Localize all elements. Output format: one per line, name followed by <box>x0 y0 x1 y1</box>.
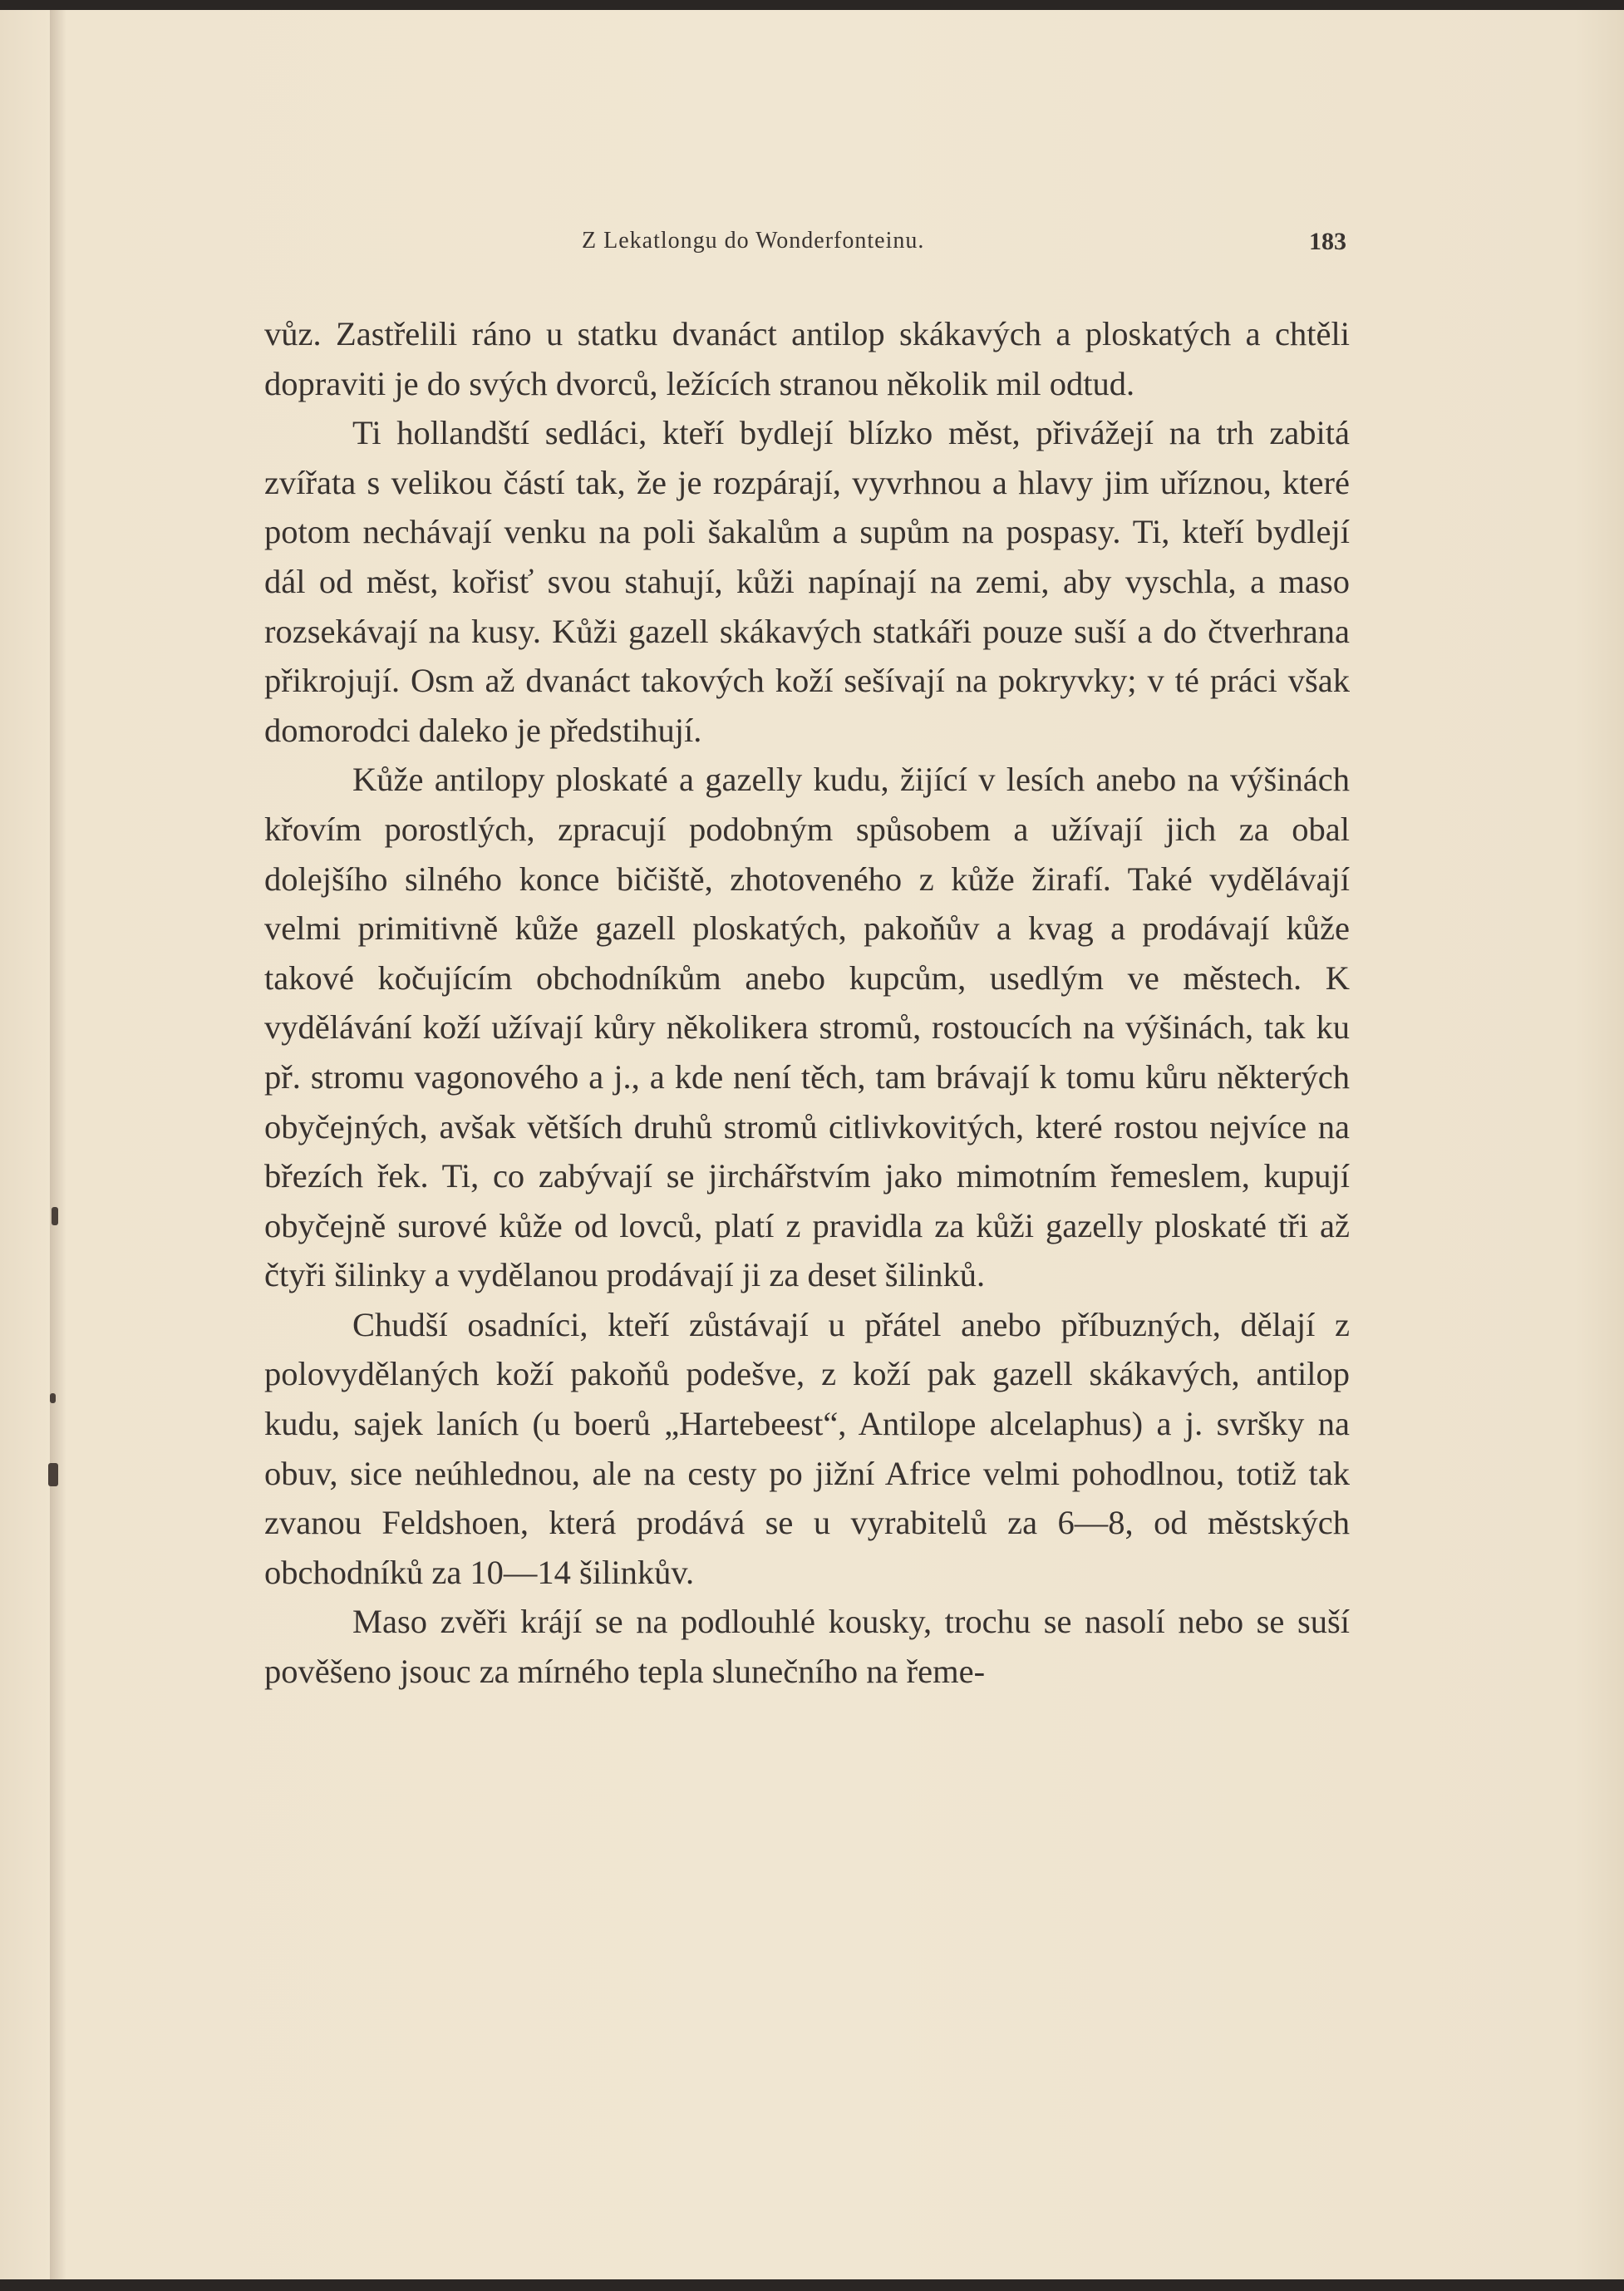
page-gutter-shadow <box>50 10 66 2279</box>
page-header <box>266 228 1346 261</box>
body-text <box>264 309 1350 1697</box>
paragraph: Chudší osadníci, kteří zůstávají u přátel anebo příbuzných, dělají z polovydělaných koží pakoňů podešve, z koží pak gazell skákavých, antilop kudu, sajek laních (u boerů „Hartebeest“, Antilope alcelaphus) a j. svršky na obuv, sice neúhlednou, ale na cesty po jižní Africe velmi pohodlnou, totiž tak zvanou Feldshoen, která prodává se u vyrabitelů za 6—8, od městských obchodníků za 10—14 šilinkův. <box>264 1305 1350 1591</box>
ink-speck <box>52 1207 58 1225</box>
paragraph: Ti hollandští sedláci, kteří bydlejí blízko měst, přivážejí na trh zabitá zvířata s velikou částí tak, že je rozpárají, vyvrhnou a hlavy jim uříznou, které potom nechávají venku na poli šakalům a supům na pospasy. Ti, kteří bydlejí dál od měst, kořisť svou stahují, kůži napínají na zemi, aby vyschla, a maso rozsekávají na kusy. Kůži gazell skákavých statkáři pouze suší a do čtverhrana přikrojují. Osm až dvanáct takových koží sešívají na pokryvky; v té práci však domorodci daleko je předstihují. <box>264 414 1350 749</box>
ink-speck <box>50 1393 56 1403</box>
paragraph-continuation: vůz. Zastřelili ráno u statku dvanáct antilop skákavých a ploskatých a chtěli dopraviti je do svých dvorců, ležících stranou několik mil odtud. <box>264 315 1350 402</box>
page-number: 183 <box>1309 228 1346 255</box>
paragraph: Kůže antilopy ploskaté a gazelly kudu, žijící v lesích anebo na výšinách křovím porostlých, zpracují podobným spůsobem a užívají jich za obal dolejšího silného konce bičiště, zhotoveného z kůže žirafí. Také vydělávají velmi primitivně kůže gazell ploskatých, pakoňův a kvag a prodávají kůže takové kočujícím obchodníkům anebo kupcům, usedlým ve městech. K vydělávání koží užívají kůry několikera stromů, rostoucích na výšinách, tak ku př. stromu vagonového a j., a kde není těch, tam brávají k tomu kůru některých obyčejných, avšak větších druhů stromů citlivkovitých, které rostou nejvíce na březích řek. Ti, co zabývají se jirchářstvím jako mimotním řemeslem, kupují obyčejně surové kůže od lovců, platí z pravidla za kůži gazelly ploskaté tři až čtyři šilinky a vydělanou prodávají ji za deset šilinků. <box>264 761 1350 1294</box>
paragraph: Maso zvěři krájí se na podlouhlé kousky, trochu se nasolí nebo se suší pověšeno jsouc za mírného tepla slunečního na řeme- <box>264 1603 1350 1691</box>
scanned-page <box>0 10 1624 2279</box>
running-title: Z Lekatlongu do Wonderfonteinu. <box>582 228 925 254</box>
ink-speck <box>48 1463 58 1486</box>
